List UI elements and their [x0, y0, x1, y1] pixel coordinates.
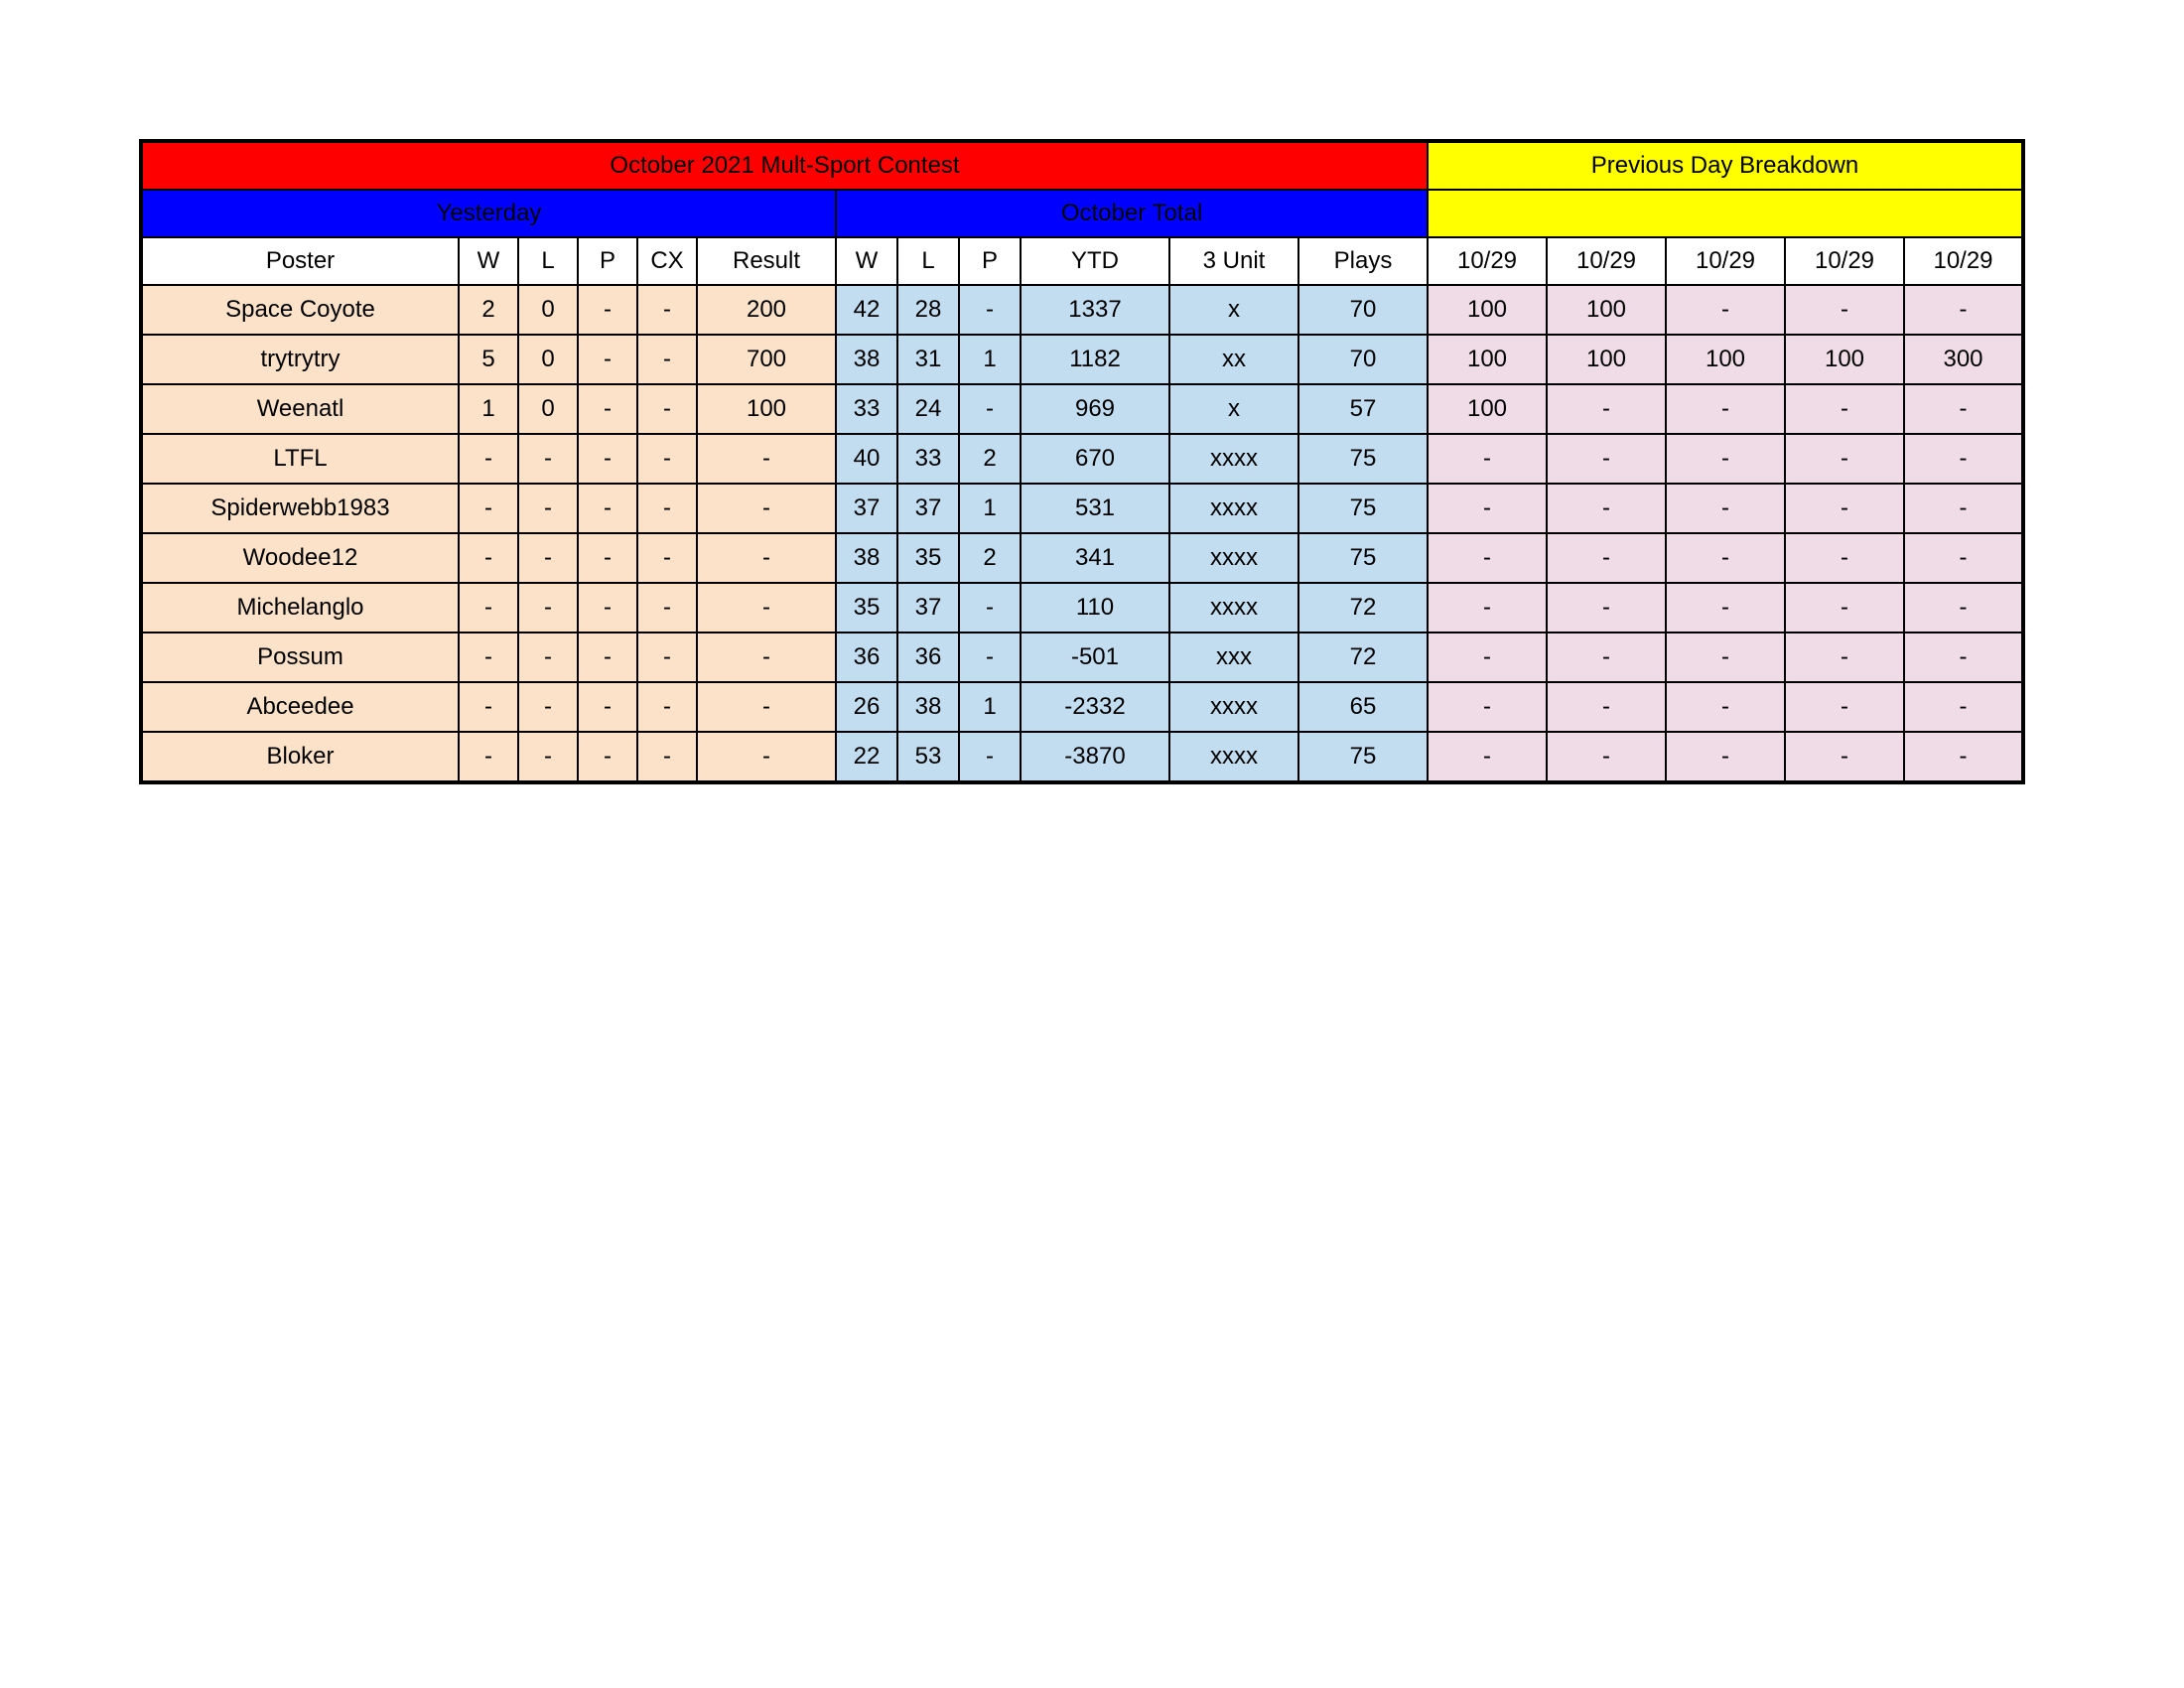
cell-october-3unit: x [1169, 384, 1298, 434]
cell-prev-5: - [1904, 285, 2023, 335]
cell-october-plays: 72 [1298, 583, 1428, 633]
cell-yesterday-cx: - [637, 583, 697, 633]
cell-yesterday-result: - [697, 583, 836, 633]
cell-october-ytd: -501 [1021, 633, 1169, 682]
cell-october-plays: 75 [1298, 484, 1428, 533]
header-prev-day-2: 10/29 [1547, 237, 1666, 285]
header-poster: Poster [141, 237, 459, 285]
table-row [141, 285, 2023, 335]
cell-yesterday-l: - [518, 682, 578, 732]
cell-october-plays: 57 [1298, 384, 1428, 434]
cell-yesterday-l: - [518, 583, 578, 633]
table-row [141, 434, 2023, 484]
cell-prev-4: - [1785, 732, 1904, 782]
cell-october-3unit: xxxx [1169, 434, 1298, 484]
cell-october-plays: 70 [1298, 335, 1428, 384]
cell-yesterday-w: - [459, 583, 518, 633]
cell-october-p: - [959, 583, 1021, 633]
cell-october-l: 24 [897, 384, 959, 434]
table-row [141, 533, 2023, 583]
cell-october-plays: 75 [1298, 434, 1428, 484]
header-prev-day-5: 10/29 [1904, 237, 2023, 285]
cell-october-w: 36 [836, 633, 897, 682]
cell-october-ytd: -2332 [1021, 682, 1169, 732]
cell-october-ytd: 1337 [1021, 285, 1169, 335]
cell-prev-1: - [1428, 434, 1547, 484]
cell-prev-2: - [1547, 434, 1666, 484]
cell-prev-4: - [1785, 484, 1904, 533]
cell-october-w: 22 [836, 732, 897, 782]
cell-yesterday-w: 5 [459, 335, 518, 384]
cell-poster: Michelanglo [141, 583, 459, 633]
cell-prev-3: - [1666, 583, 1785, 633]
cell-poster: Abceedee [141, 682, 459, 732]
cell-prev-2: - [1547, 384, 1666, 434]
cell-prev-3: - [1666, 682, 1785, 732]
cell-prev-1: - [1428, 533, 1547, 583]
cell-prev-4: - [1785, 285, 1904, 335]
table-row [141, 484, 2023, 533]
header-yesterday-cx: CX [637, 237, 697, 285]
cell-prev-2: - [1547, 633, 1666, 682]
cell-prev-1: - [1428, 682, 1547, 732]
cell-october-l: 38 [897, 682, 959, 732]
cell-october-ytd: 670 [1021, 434, 1169, 484]
header-prev-day-4: 10/29 [1785, 237, 1904, 285]
cell-yesterday-l: - [518, 533, 578, 583]
cell-prev-2: 100 [1547, 335, 1666, 384]
cell-october-l: 28 [897, 285, 959, 335]
cell-yesterday-p: - [578, 583, 637, 633]
cell-yesterday-w: - [459, 484, 518, 533]
cell-prev-2: - [1547, 533, 1666, 583]
cell-yesterday-l: 0 [518, 384, 578, 434]
header-october-plays: Plays [1298, 237, 1428, 285]
cell-poster: LTFL [141, 434, 459, 484]
cell-prev-4: 100 [1785, 335, 1904, 384]
band-row [141, 190, 2023, 237]
previous-day-band-spacer [1428, 190, 2023, 237]
contest-sheet [139, 139, 2075, 784]
cell-october-3unit: xxxx [1169, 533, 1298, 583]
cell-october-w: 37 [836, 484, 897, 533]
cell-prev-2: 100 [1547, 285, 1666, 335]
cell-yesterday-w: - [459, 633, 518, 682]
header-october-ytd: YTD [1021, 237, 1169, 285]
header-yesterday-p: P [578, 237, 637, 285]
cell-poster: Space Coyote [141, 285, 459, 335]
header-october-l: L [897, 237, 959, 285]
cell-october-ytd: 1182 [1021, 335, 1169, 384]
cell-yesterday-l: 0 [518, 285, 578, 335]
contest-title: October 2021 Mult-Sport Contest [141, 141, 1428, 190]
cell-october-ytd: 341 [1021, 533, 1169, 583]
cell-prev-4: - [1785, 633, 1904, 682]
table-row [141, 583, 2023, 633]
cell-yesterday-p: - [578, 484, 637, 533]
cell-prev-4: - [1785, 434, 1904, 484]
cell-yesterday-p: - [578, 533, 637, 583]
cell-poster: Possum [141, 633, 459, 682]
cell-yesterday-p: - [578, 335, 637, 384]
cell-prev-1: 100 [1428, 384, 1547, 434]
cell-yesterday-cx: - [637, 682, 697, 732]
cell-october-3unit: xxxx [1169, 732, 1298, 782]
cell-prev-3: - [1666, 633, 1785, 682]
cell-october-plays: 75 [1298, 533, 1428, 583]
table-row [141, 384, 2023, 434]
cell-yesterday-cx: - [637, 335, 697, 384]
cell-october-plays: 72 [1298, 633, 1428, 682]
cell-prev-5: - [1904, 682, 2023, 732]
cell-october-l: 31 [897, 335, 959, 384]
header-october-3unit: 3 Unit [1169, 237, 1298, 285]
cell-yesterday-result: - [697, 484, 836, 533]
header-prev-day-3: 10/29 [1666, 237, 1785, 285]
table-row [141, 732, 2023, 782]
cell-prev-5: - [1904, 484, 2023, 533]
cell-yesterday-cx: - [637, 434, 697, 484]
cell-prev-2: - [1547, 732, 1666, 782]
cell-yesterday-l: 0 [518, 335, 578, 384]
cell-prev-2: - [1547, 682, 1666, 732]
cell-yesterday-result: - [697, 732, 836, 782]
cell-yesterday-p: - [578, 434, 637, 484]
header-prev-day-1: 10/29 [1428, 237, 1547, 285]
cell-october-ytd: 110 [1021, 583, 1169, 633]
cell-october-p: 1 [959, 335, 1021, 384]
cell-october-l: 35 [897, 533, 959, 583]
cell-october-w: 38 [836, 335, 897, 384]
cell-prev-5: - [1904, 732, 2023, 782]
cell-prev-5: - [1904, 434, 2023, 484]
october-total-band: October Total [836, 190, 1428, 237]
cell-yesterday-p: - [578, 732, 637, 782]
header-row [141, 237, 2023, 285]
cell-poster: Weenatl [141, 384, 459, 434]
cell-october-w: 35 [836, 583, 897, 633]
cell-october-l: 53 [897, 732, 959, 782]
cell-october-w: 42 [836, 285, 897, 335]
cell-yesterday-p: - [578, 682, 637, 732]
cell-october-w: 33 [836, 384, 897, 434]
header-yesterday-result: Result [697, 237, 836, 285]
cell-yesterday-result: - [697, 633, 836, 682]
cell-prev-3: - [1666, 484, 1785, 533]
cell-yesterday-w: 1 [459, 384, 518, 434]
header-yesterday-w: W [459, 237, 518, 285]
cell-yesterday-result: - [697, 533, 836, 583]
cell-poster: Bloker [141, 732, 459, 782]
cell-prev-3: - [1666, 384, 1785, 434]
cell-yesterday-l: - [518, 633, 578, 682]
cell-yesterday-l: - [518, 732, 578, 782]
cell-prev-1: 100 [1428, 335, 1547, 384]
cell-yesterday-cx: - [637, 533, 697, 583]
cell-yesterday-l: - [518, 434, 578, 484]
cell-october-3unit: x [1169, 285, 1298, 335]
cell-october-3unit: xxxx [1169, 583, 1298, 633]
cell-prev-2: - [1547, 583, 1666, 633]
table-row [141, 682, 2023, 732]
cell-october-l: 37 [897, 484, 959, 533]
cell-prev-3: - [1666, 285, 1785, 335]
cell-yesterday-cx: - [637, 285, 697, 335]
cell-october-l: 33 [897, 434, 959, 484]
cell-october-3unit: xxxx [1169, 484, 1298, 533]
cell-october-p: 1 [959, 484, 1021, 533]
header-yesterday-l: L [518, 237, 578, 285]
cell-october-p: 2 [959, 434, 1021, 484]
cell-october-plays: 65 [1298, 682, 1428, 732]
cell-october-ytd: -3870 [1021, 732, 1169, 782]
cell-october-w: 40 [836, 434, 897, 484]
title-row [141, 141, 2023, 190]
cell-prev-5: - [1904, 583, 2023, 633]
cell-poster: trytrytry [141, 335, 459, 384]
contest-table [139, 139, 2025, 784]
cell-october-w: 38 [836, 533, 897, 583]
cell-prev-1: - [1428, 583, 1547, 633]
cell-prev-4: - [1785, 533, 1904, 583]
cell-october-p: 2 [959, 533, 1021, 583]
cell-yesterday-p: - [578, 633, 637, 682]
cell-october-3unit: xxx [1169, 633, 1298, 682]
cell-yesterday-w: - [459, 533, 518, 583]
cell-prev-5: 300 [1904, 335, 2023, 384]
cell-october-ytd: 531 [1021, 484, 1169, 533]
cell-prev-4: - [1785, 384, 1904, 434]
cell-prev-1: - [1428, 484, 1547, 533]
cell-october-ytd: 969 [1021, 384, 1169, 434]
cell-october-p: - [959, 732, 1021, 782]
cell-poster: Spiderwebb1983 [141, 484, 459, 533]
cell-yesterday-cx: - [637, 484, 697, 533]
cell-prev-3: - [1666, 732, 1785, 782]
cell-poster: Woodee12 [141, 533, 459, 583]
cell-yesterday-w: - [459, 732, 518, 782]
cell-yesterday-cx: - [637, 732, 697, 782]
cell-october-p: - [959, 384, 1021, 434]
cell-yesterday-result: 700 [697, 335, 836, 384]
cell-prev-3: - [1666, 533, 1785, 583]
cell-october-plays: 75 [1298, 732, 1428, 782]
cell-prev-4: - [1785, 682, 1904, 732]
header-october-w: W [836, 237, 897, 285]
cell-prev-2: - [1547, 484, 1666, 533]
cell-october-l: 36 [897, 633, 959, 682]
cell-prev-4: - [1785, 583, 1904, 633]
cell-yesterday-result: - [697, 682, 836, 732]
table-row [141, 633, 2023, 682]
cell-yesterday-p: - [578, 384, 637, 434]
cell-october-l: 37 [897, 583, 959, 633]
header-october-p: P [959, 237, 1021, 285]
cell-yesterday-result: - [697, 434, 836, 484]
cell-yesterday-result: 100 [697, 384, 836, 434]
cell-yesterday-p: - [578, 285, 637, 335]
cell-prev-1: 100 [1428, 285, 1547, 335]
cell-prev-3: - [1666, 434, 1785, 484]
previous-day-breakdown-title: Previous Day Breakdown [1428, 141, 2023, 190]
cell-yesterday-l: - [518, 484, 578, 533]
cell-october-p: - [959, 285, 1021, 335]
cell-yesterday-result: 200 [697, 285, 836, 335]
cell-prev-1: - [1428, 633, 1547, 682]
cell-prev-1: - [1428, 732, 1547, 782]
cell-october-w: 26 [836, 682, 897, 732]
cell-october-3unit: xxxx [1169, 682, 1298, 732]
cell-prev-3: 100 [1666, 335, 1785, 384]
cell-october-plays: 70 [1298, 285, 1428, 335]
cell-yesterday-w: - [459, 682, 518, 732]
cell-yesterday-cx: - [637, 633, 697, 682]
cell-yesterday-w: 2 [459, 285, 518, 335]
cell-prev-5: - [1904, 533, 2023, 583]
table-row [141, 335, 2023, 384]
cell-yesterday-w: - [459, 434, 518, 484]
yesterday-band: Yesterday [141, 190, 836, 237]
cell-prev-5: - [1904, 633, 2023, 682]
cell-october-p: 1 [959, 682, 1021, 732]
cell-october-3unit: xx [1169, 335, 1298, 384]
cell-prev-5: - [1904, 384, 2023, 434]
cell-yesterday-cx: - [637, 384, 697, 434]
cell-october-p: - [959, 633, 1021, 682]
